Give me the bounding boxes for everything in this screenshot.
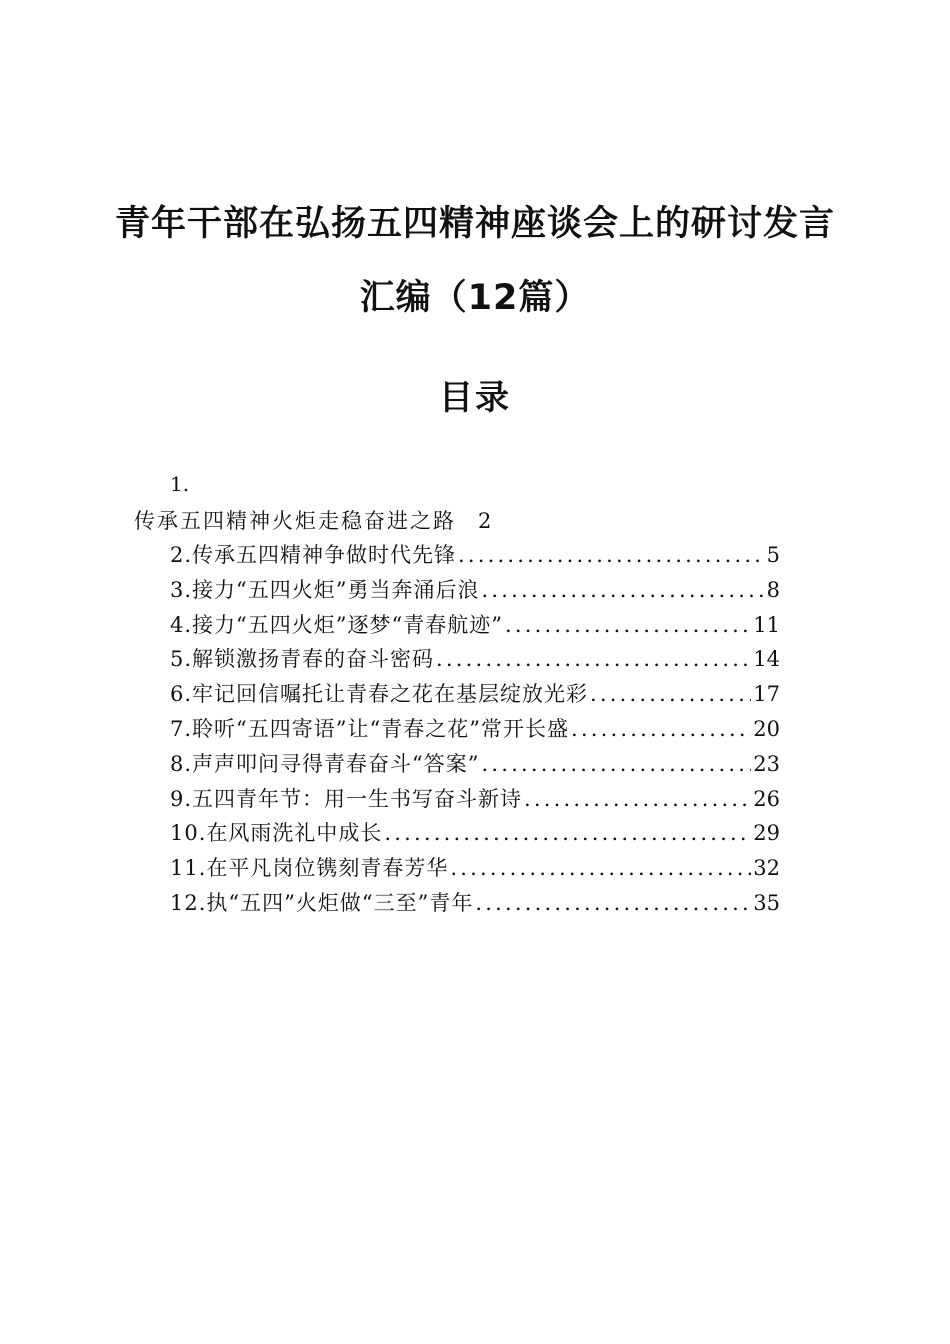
toc-item[interactable] [170,538,780,573]
toc-item-label: 5.解锁激扬青春的奋斗密码 [170,647,435,672]
toc-item-label: 8.声声叩问寻得青春奋斗“答案” [170,751,480,776]
toc-leader-dots [571,712,751,747]
toc-item-page: 5 [766,543,780,567]
toc-item-label: 10.在风雨洗礼中成长 [170,821,383,846]
toc-item-page: 20 [753,716,780,741]
toc-item[interactable] [170,642,780,677]
toc-leader-dots [482,747,752,782]
toc-item-page: 32 [753,856,780,881]
toc-item-label: 7.聆听“五四寄语”让“青春之花”常开长盛 [170,716,569,741]
toc-heading: 目录 [439,378,511,418]
document-title-line-1: 青年干部在弘扬五四精神座谈会上的研讨发言 [114,204,835,244]
toc-item[interactable] [170,816,780,851]
toc-item-page: 17 [753,682,780,707]
toc-item-label: 传承五四精神火炬走稳奋进之路 [134,509,456,533]
toc-item-label: 4.接力“五四火炬”逐梦“青春航迹” [170,612,503,637]
toc-leader-dots [590,677,751,712]
toc-item-page: 8 [766,577,780,602]
toc-item-page: 26 [753,786,780,811]
toc-item-page: 14 [753,647,780,672]
toc-item[interactable] [170,573,780,608]
toc-item[interactable] [170,851,780,886]
toc-item-page: 29 [753,821,780,846]
toc-list [170,538,780,921]
toc-item-label: 2.传承五四精神争做时代先锋 [170,543,457,567]
toc-item[interactable] [170,782,780,817]
toc-leader-dots [505,608,751,643]
toc-leader-dots [475,886,751,921]
toc-leader-dots [384,816,751,851]
toc-item-label: 11.在平凡岗位镌刻青春芳华 [170,856,449,881]
toc-item-page: 2 [478,509,492,533]
toc-leader-dots [482,573,765,608]
toc-item-page: 23 [753,751,780,776]
toc-leader-dots [436,642,751,677]
toc-item-page: 35 [753,890,780,915]
toc-item[interactable] [170,608,780,643]
toc-item-label: 9.五四青年节：用一生书写奋斗新诗 [170,786,523,811]
toc-item[interactable] [170,886,780,921]
toc-leader-dots [524,782,751,817]
toc-first-item[interactable] [134,505,491,535]
toc-leader-dots [450,851,751,886]
toc-item[interactable] [170,712,780,747]
toc-first-item-number: 1. [170,472,190,496]
toc-item-label: 12.执“五四”火炬做“三至”青年 [170,890,474,915]
toc-item-page: 11 [753,612,780,637]
toc-item[interactable] [170,747,780,782]
toc-item-label: 3.接力“五四火炬”勇当奔涌后浪 [170,577,480,602]
toc-leader-dots [458,538,765,573]
document-title-line-2: 汇编（12篇） [359,278,591,318]
toc-item-label: 6.牢记回信嘱托让青春之花在基层绽放光彩 [170,682,589,707]
toc-item[interactable] [170,677,780,712]
